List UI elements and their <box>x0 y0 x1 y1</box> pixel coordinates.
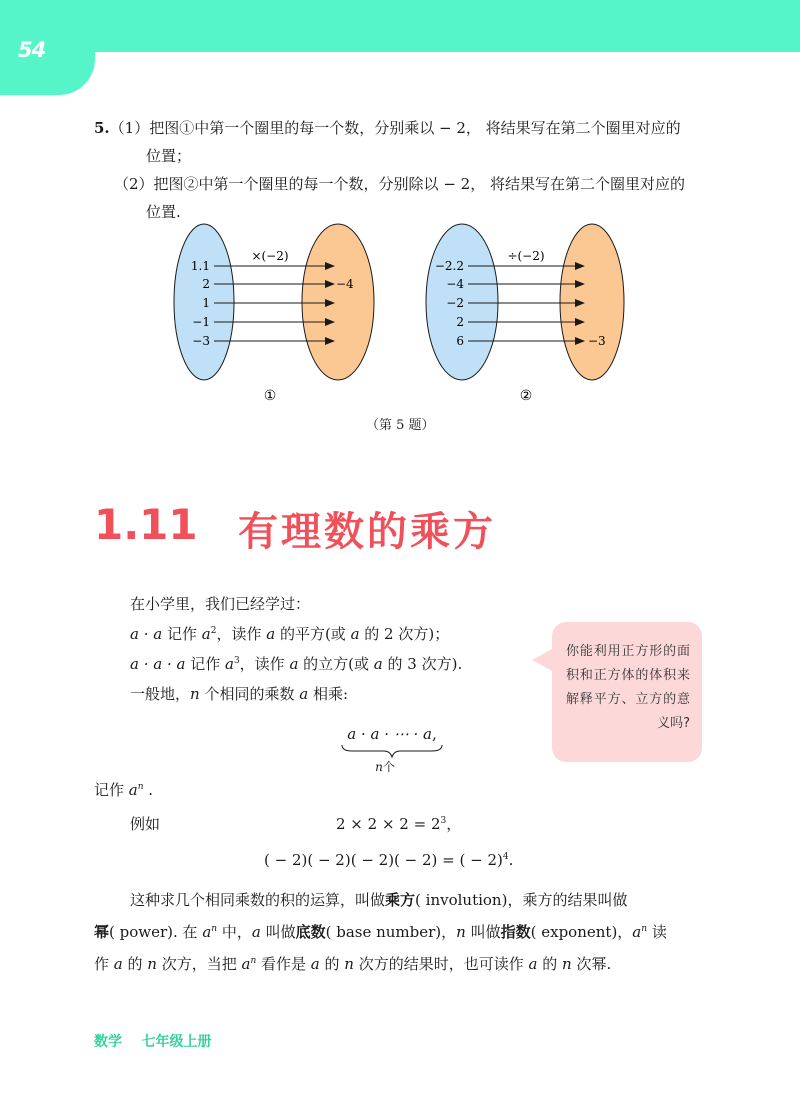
cube-line: a · a · a 记作 $a^3$，读作 a 的立方(或 a 的 3 次方). <box>130 655 463 673</box>
intro-line: 在小学里，我们已经学过： <box>130 595 311 613</box>
exercise-part2-line2: 位置. <box>146 203 181 221</box>
diagram1-right-value: −4 <box>336 277 354 291</box>
written-as-line: 记作 $a^n$ . <box>94 781 154 799</box>
figure-caption: （第 5 题） <box>366 418 435 433</box>
diagram2-right-value: −3 <box>588 334 606 348</box>
term-power: 幂 <box>94 923 110 941</box>
example-label: 例如 <box>130 815 161 833</box>
mapping-diagrams <box>160 220 640 410</box>
example-2: ( − 2)( − 2)( − 2)( − 2) = ( − 2)$^4$. <box>264 851 514 869</box>
diagram2-left-value: 6 <box>456 334 464 348</box>
brace-label: n个 <box>375 760 395 774</box>
diagram2-right-ellipse <box>560 224 624 380</box>
underbrace <box>340 744 444 758</box>
page-number: 54 <box>18 38 46 62</box>
footer-book-title: 数学 七年级上册 <box>94 1034 212 1050</box>
diagram2-operation: ÷(−2) <box>507 249 545 263</box>
definition-line-3: 作 a 的 n 次方，当把 $a^n$ 看作是 a 的 n 次方的结果时，也可读作 a 的 n 次幂. <box>94 955 612 973</box>
square-line: a · a 记作 $a^2$，读作 a 的平方(或 a 的 2 次方)； <box>130 625 450 643</box>
section-number: 1.11 <box>94 500 198 549</box>
exercise-label: 5. <box>94 119 110 137</box>
diagram2-left-value: −4 <box>446 277 464 291</box>
diagram1-right-ellipse <box>302 224 374 380</box>
product-expression: a · a · ⋯ · a <box>347 725 432 743</box>
page-number-tab <box>0 0 95 95</box>
general-line: 一般地，n 个相同的乘数 a 相乘: <box>130 685 349 703</box>
exercise-part1-line1: 5.（1）把图①中第一个圈里的每一个数，分别乘以 − 2， 将结果写在第二个圈里对应的 <box>94 119 681 137</box>
diagram2-left-value: −2 <box>446 296 464 310</box>
term-exponent: 指数 <box>500 923 531 941</box>
term-base-number: 底数 <box>295 923 326 941</box>
diagram-2 <box>426 224 624 404</box>
section-title: 有理数的乘方 <box>238 509 496 555</box>
diagram2-left-value: 2 <box>456 315 464 329</box>
diagram1-left-value: 1 <box>202 296 210 310</box>
diagram1-left-value: −1 <box>192 315 210 329</box>
diagram2-label: ② <box>519 388 533 404</box>
note-bubble-tail <box>532 648 554 672</box>
diagram1-operation: ×(−2) <box>251 249 289 263</box>
header-band <box>0 0 800 52</box>
product-with-brace: a · a · ⋯ · a, n个 <box>340 724 444 775</box>
exercise-part1-line2: 位置； <box>146 147 192 165</box>
example-1: $2 \times 2 \times 2 = 2^3$， <box>336 815 462 833</box>
diagram1-left-value: 1.1 <box>190 259 210 273</box>
note-text: 你能利用正方形的面积和正方体的体积来解释平方、立方的意义吗? <box>566 644 690 731</box>
diagram1-label: ① <box>263 388 277 404</box>
definition-line-2: 幂( power). 在 $a^n$ 中，a 叫做底数( base number)，n 叫做指数( exponent)，$a^n$ 读 <box>94 923 667 941</box>
term-involution: 乘方 <box>385 891 416 909</box>
diagram1-left-value: 2 <box>202 277 210 291</box>
definition-line-1: 这种求几个相同乘数的积的运算，叫做乘方( involution)，乘方的结果叫做 <box>130 891 628 909</box>
diagram2-left-value: −2.2 <box>434 259 464 273</box>
diagram-1 <box>174 224 374 404</box>
exercise-part2-line1: （2）把图②中第一个圈里的每一个数，分别除以 − 2， 将结果写在第二个圈里对应的 <box>114 175 685 193</box>
diagram1-left-value: −3 <box>192 334 210 348</box>
